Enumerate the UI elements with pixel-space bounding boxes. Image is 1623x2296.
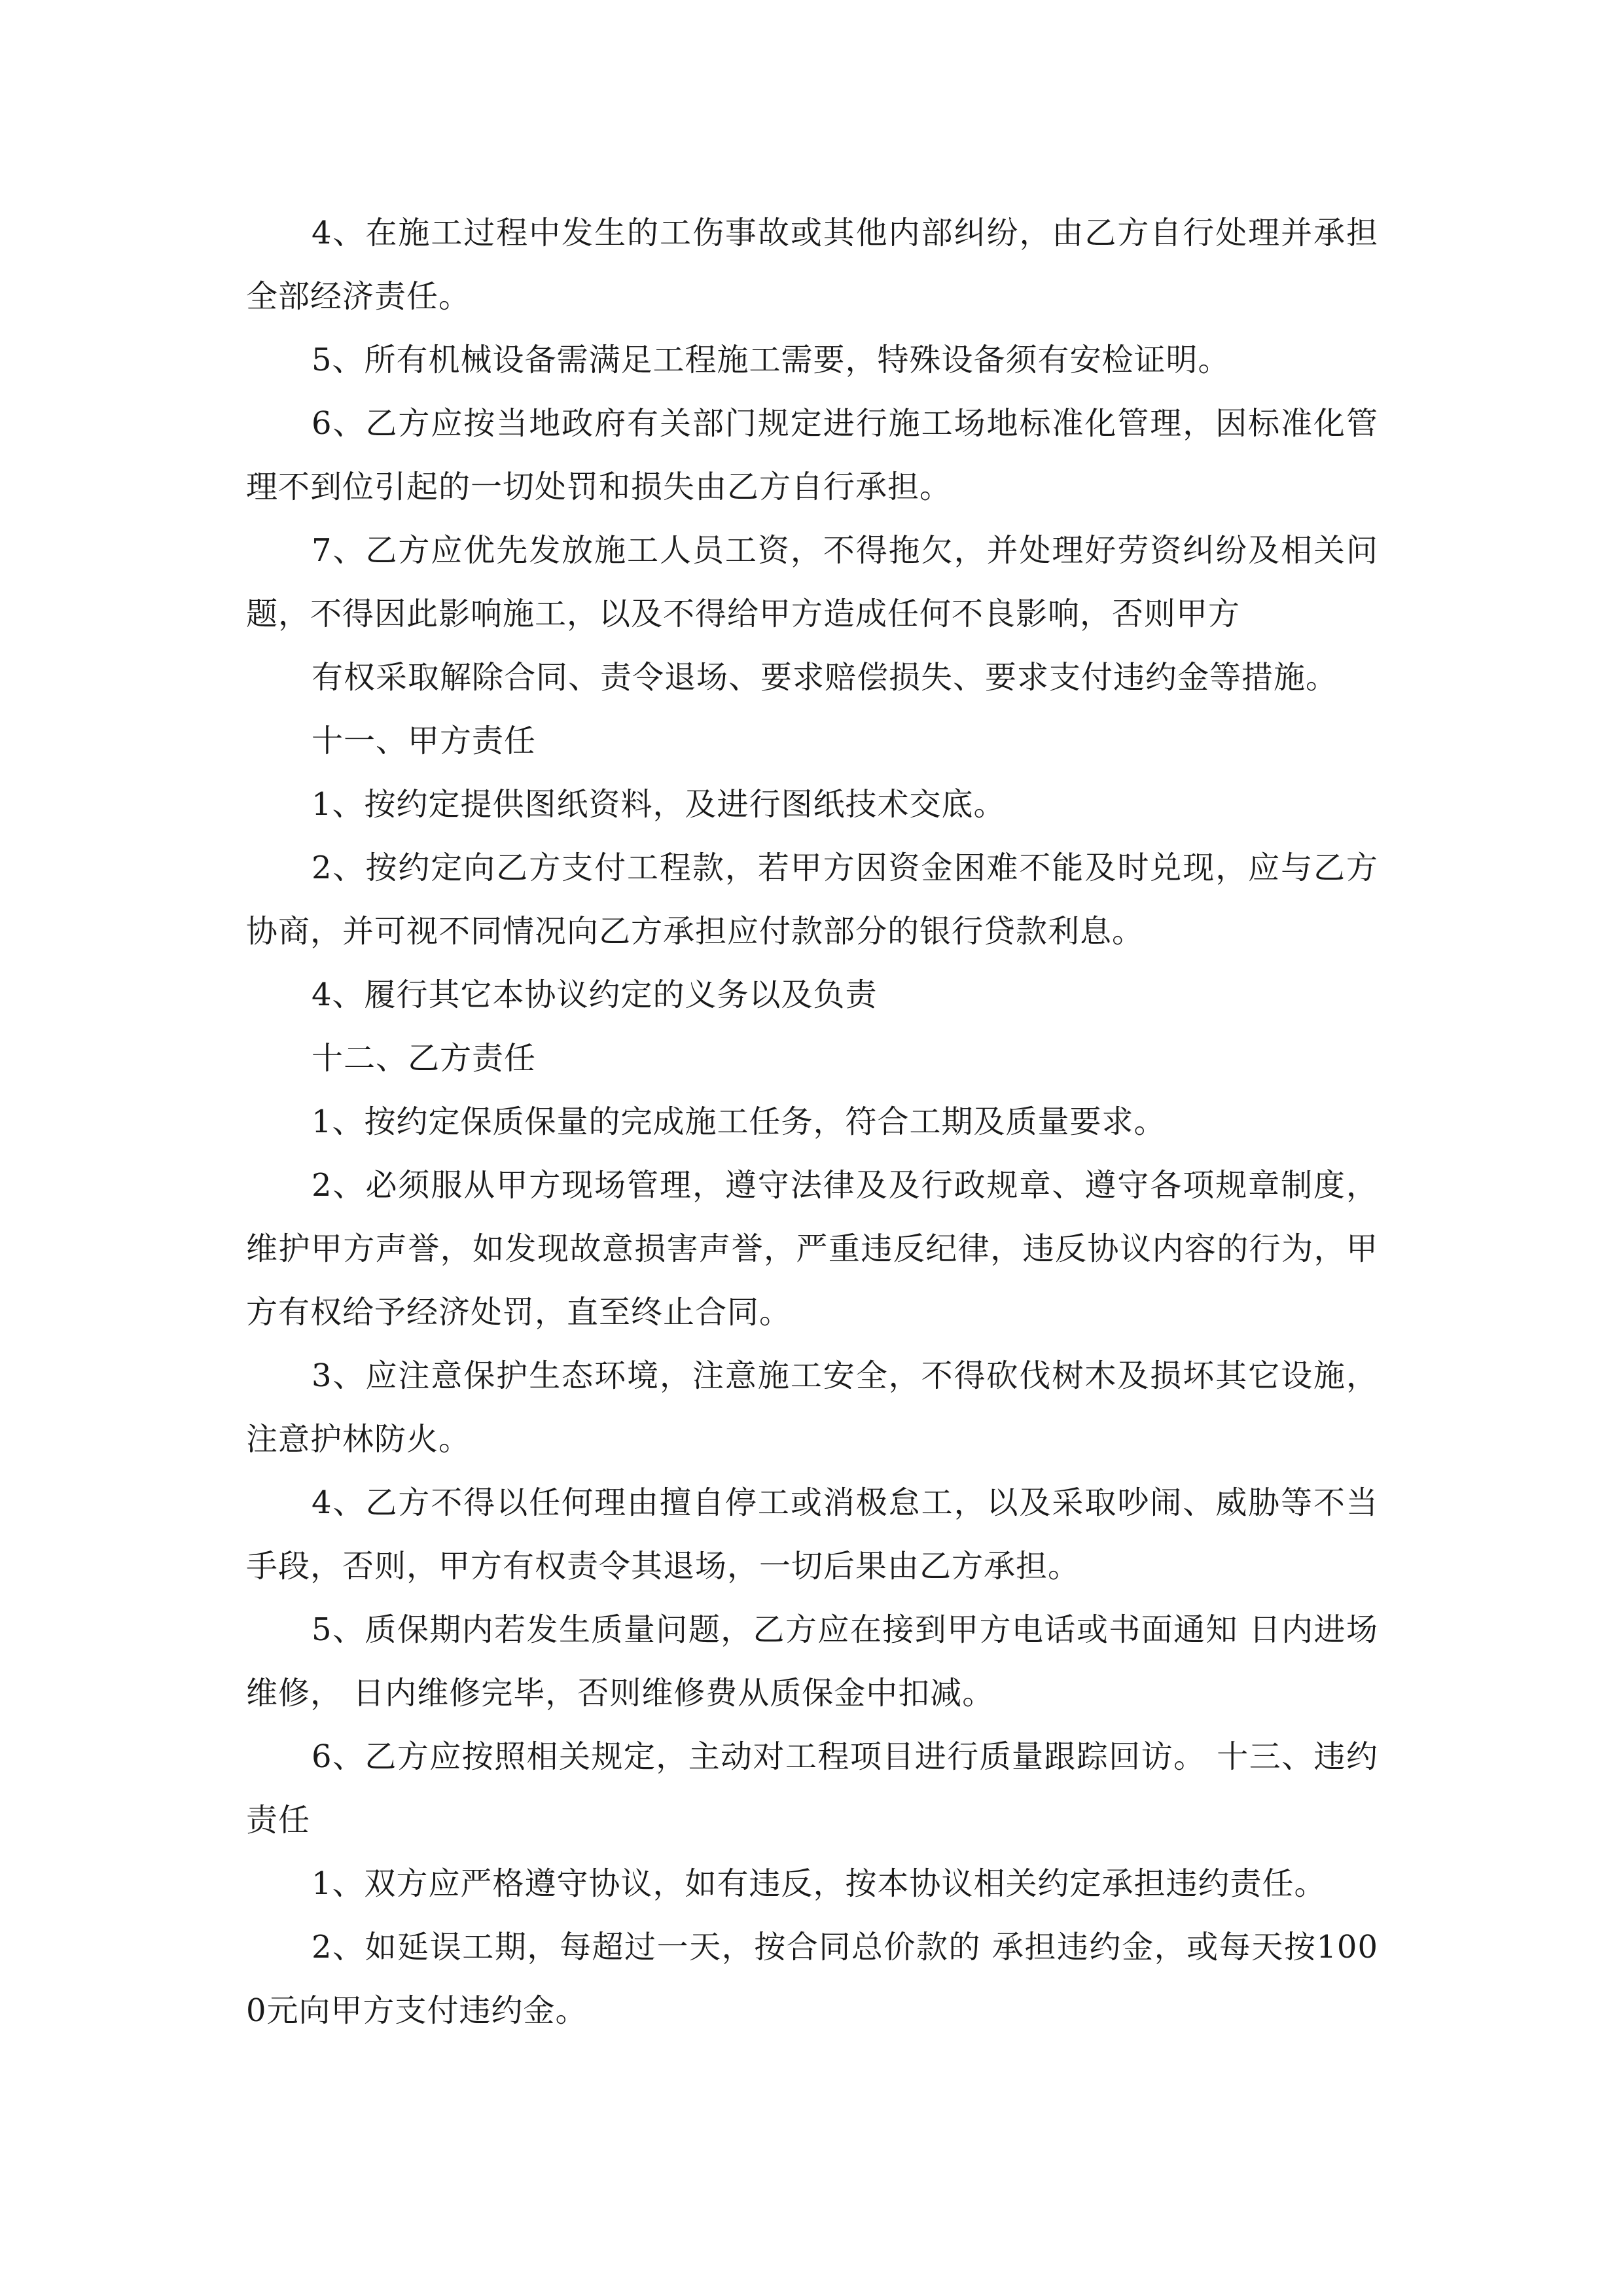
section-heading-12: 十二、乙方责任	[312, 1040, 537, 1077]
paragraph-clause-13-1: 1、双方应严格遵守协议，如有违反，按本协议相关约定承担违约责任。	[312, 1865, 1327, 1902]
paragraph-clause-10-4: 4、在施工过程中发生的工伤事故或其他内部纠纷，由乙方自行处理并承担全部经济责任。	[246, 215, 1378, 315]
paragraph-clause-10-5: 5、所有机械设备需满足工程施工需要，特殊设备须有安检证明。	[312, 342, 1230, 378]
section-heading-11: 十一、甲方责任	[312, 723, 537, 759]
paragraph-clause-10-7: 7、乙方应优先发放施工人员工资，不得拖欠，并处理好劳资纠纷及相关问题，不得因此影响施工，以及不得给甲方造成任何不良影响，否则甲方	[246, 532, 1378, 632]
paragraph-clause-13-2: 2、如延误工期，每超过一天，按合同总价款的 承担违约金，或每天按1000元向甲方支付违约金。	[246, 1929, 1378, 2029]
paragraph-clause-12-1: 1、按约定保质保量的完成施工任务，符合工期及质量要求。	[312, 1103, 1166, 1140]
paragraph-clause-12-5: 5、质保期内若发生质量问题，乙方应在接到甲方电话或书面通知 日内进场维修， 日内维修完毕，否则维修费从质保金中扣减。	[246, 1611, 1378, 1712]
paragraph-clause-11-4: 4、履行其它本协议约定的义务以及负责	[312, 977, 878, 1013]
paragraph-clause-12-6: 6、乙方应按照相关规定，主动对工程项目进行质量跟踪回访。 十三、违约责任	[246, 1738, 1378, 1839]
paragraph-clause-11-2: 2、按约定向乙方支付工程款，若甲方因资金困难不能及时兑现，应与乙方协商，并可视不同情况向乙方承担应付款部分的银行贷款利息。	[246, 850, 1378, 950]
paragraph-clause-12-3: 3、应注意保护生态环境，注意施工安全，不得砍伐树木及损坏其它设施，注意护林防火。	[246, 1357, 1378, 1458]
paragraph-clause-12-2: 2、必须服从甲方现场管理，遵守法律及及行政规章、遵守各项规章制度，维护甲方声誉，如发现故意损害声誉，严重违反纪律，违反协议内容的行为，甲方有权给予经济处罚，直至终止合同。	[246, 1167, 1378, 1331]
paragraph-clause-10-6: 6、乙方应按当地政府有关部门规定进行施工场地标准化管理，因标准化管理不到位引起的一切处罚和损失由乙方自行承担。	[246, 405, 1378, 505]
paragraph-clause-10-7-continued: 有权采取解除合同、责令退场、要求赔偿损失、要求支付违约金等措施。	[312, 659, 1338, 696]
document-body	[246, 202, 1378, 2043]
paragraph-clause-11-1: 1、按约定提供图纸资料，及进行图纸技术交底。	[312, 786, 1006, 823]
paragraph-clause-12-4: 4、乙方不得以任何理由擅自停工或消极怠工，以及采取吵闹、威胁等不当手段，否则，甲方有权责令其退场，一切后果由乙方承担。	[246, 1484, 1378, 1585]
